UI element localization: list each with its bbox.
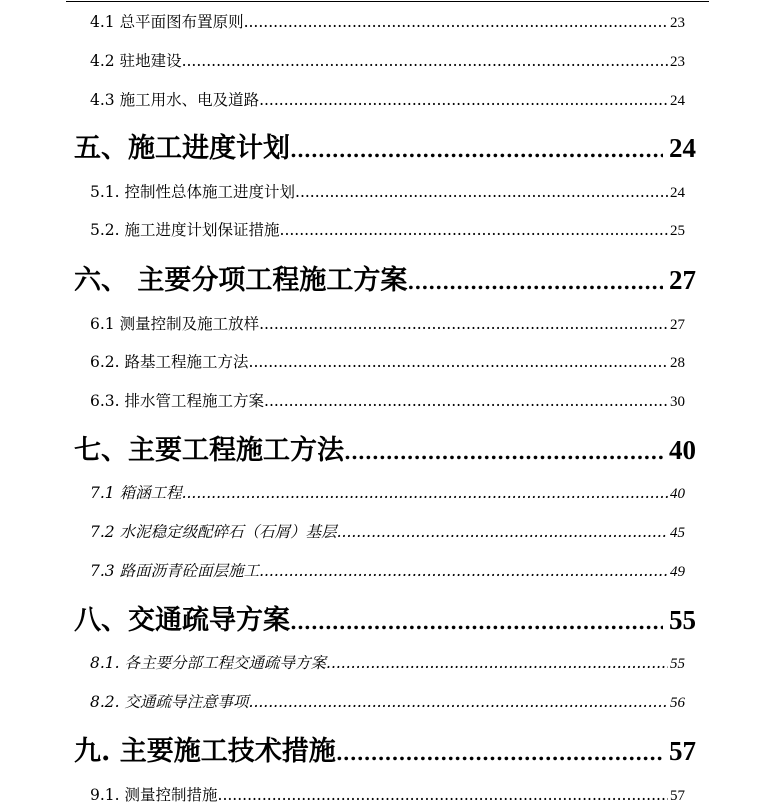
toc-entry[interactable] — [0, 783, 781, 805]
toc-chapter[interactable] — [0, 729, 781, 767]
toc-chapter[interactable] — [0, 126, 781, 164]
toc-entry[interactable] — [0, 350, 781, 372]
toc-entry-page: 27 — [670, 317, 685, 333]
toc-entry-title: 9.1. 测量控制措施 — [90, 786, 218, 804]
toc-entry[interactable] — [0, 180, 781, 202]
toc-chapter-title: 七、主要工程施工方法 — [74, 435, 344, 466]
toc-chapter-title: 五、施工进度计划 — [74, 133, 290, 164]
dot-leader — [259, 315, 668, 333]
toc-entry-title: 7.2 水泥稳定级配碎石（石屑）基层 — [90, 523, 337, 541]
toc-entry-page: 24 — [670, 93, 685, 109]
dot-leader — [182, 52, 668, 70]
dot-leader — [280, 221, 668, 239]
toc-entry[interactable] — [0, 559, 781, 581]
toc-entry-page: 55 — [670, 656, 685, 672]
toc-entry-page: 23 — [670, 15, 685, 31]
toc-chapter[interactable] — [0, 258, 781, 296]
dot-leader — [218, 786, 668, 804]
toc-entry-page: 49 — [670, 564, 685, 580]
toc-entry[interactable] — [0, 312, 781, 334]
toc-entry-page: 40 — [670, 486, 685, 502]
toc-entry-title: 7.3 路面沥青砼面层施工 — [90, 562, 260, 580]
toc-entry[interactable] — [0, 49, 781, 71]
dot-leader — [264, 392, 668, 410]
toc-chapter-page: 24 — [669, 133, 696, 163]
toc-entry-page: 56 — [670, 695, 685, 711]
toc-entry-page: 25 — [670, 223, 685, 239]
toc-chapter-page: 55 — [669, 605, 696, 635]
header-rule — [66, 1, 709, 2]
toc-entry-title: 6.3. 排水管工程施工方案 — [90, 392, 265, 410]
toc-entry[interactable] — [0, 520, 781, 542]
dot-leader — [259, 562, 668, 580]
toc-entry-page: 45 — [670, 525, 685, 541]
toc-entry[interactable] — [0, 481, 781, 503]
dot-leader — [295, 183, 668, 201]
toc-entry-title: 5.2. 施工进度计划保证措施 — [90, 221, 280, 239]
dot-leader — [290, 610, 663, 634]
toc-entry-title: 4.3 施工用水、电及道路 — [90, 91, 260, 109]
toc-entry-page: 30 — [670, 394, 685, 410]
dot-leader — [290, 138, 663, 162]
dot-leader — [259, 91, 668, 109]
toc-entry[interactable] — [0, 218, 781, 240]
dot-leader — [336, 741, 663, 765]
toc-entry-page: 28 — [670, 355, 685, 371]
toc-entry[interactable] — [0, 88, 781, 110]
dot-leader — [344, 440, 663, 464]
toc-chapter[interactable] — [0, 428, 781, 466]
toc-entry-title: 8.1. 各主要分部工程交通疏导方案 — [90, 654, 327, 672]
toc-chapter-page: 27 — [669, 265, 696, 295]
dot-leader — [182, 484, 668, 502]
dot-leader — [326, 654, 668, 672]
toc-chapter-page: 40 — [669, 435, 696, 465]
toc-entry-title: 4.1 总平面图布置原则 — [90, 13, 244, 31]
dot-leader — [249, 353, 668, 371]
toc-chapter[interactable] — [0, 598, 781, 636]
toc-entry[interactable] — [0, 651, 781, 673]
dot-leader — [244, 13, 668, 31]
toc-entry[interactable] — [0, 690, 781, 712]
toc-entry-title: 6.2. 路基工程施工方法 — [90, 353, 249, 371]
toc-entry-title: 8.2. 交通疏导注意事项 — [90, 693, 249, 711]
toc-chapter-page: 57 — [669, 736, 696, 766]
dot-leader — [407, 270, 663, 294]
toc-entry[interactable] — [0, 389, 781, 411]
dot-leader — [337, 523, 668, 541]
toc-entry[interactable] — [0, 10, 781, 32]
toc-chapter-title: 九. 主要施工技术措施 — [74, 736, 336, 767]
toc-entry-title: 6.1 测量控制及施工放样 — [90, 315, 260, 333]
toc-entry-page: 23 — [670, 54, 685, 70]
toc-entry-title: 5.1. 控制性总体施工进度计划 — [90, 183, 296, 201]
toc-chapter-title: 六、 主要分项工程施工方案 — [74, 265, 408, 296]
toc-chapter-title: 八、交通疏导方案 — [74, 605, 290, 636]
toc-entry-page: 57 — [670, 788, 685, 804]
toc-entry-page: 24 — [670, 185, 685, 201]
toc-entry-title: 4.2 驻地建设 — [90, 52, 182, 70]
dot-leader — [249, 693, 668, 711]
toc-entry-title: 7.1 箱涵工程 — [90, 484, 182, 502]
